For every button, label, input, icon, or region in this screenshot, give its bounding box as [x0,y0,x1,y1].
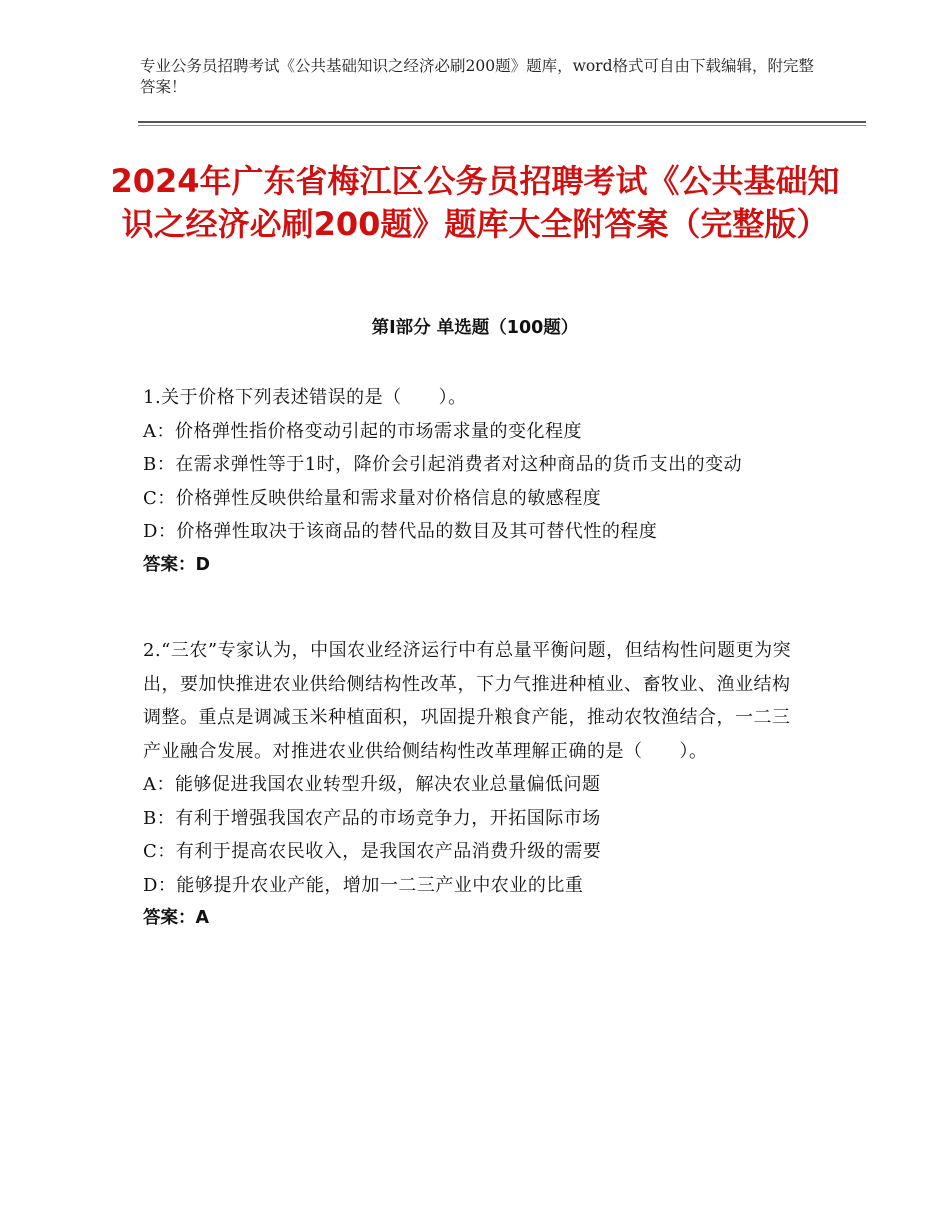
question-2 [143,634,808,936]
question-option-b: B：有利于增强我国农产品的市场竞争力，开拓国际市场 [143,807,601,829]
question-option-a: A：能够促进我国农业转型升级，解决农业总量偏低问题 [143,774,601,795]
header-divider-thin [138,125,866,126]
question-option-b: B：在需求弹性等于1时，降价会引起消费者对这种商品的货币支出的变动 [143,454,743,475]
question-stem: 1.关于价格下列表述错误的是（ ）。 [143,387,467,408]
question-stem: 2.“三农”专家认为，中国农业经济运行中有总量平衡问题，但结构性问题更为突出，要加快推进农业供给侧结构性改革，下力气推进种植业、畜牧业、渔业结构调整。重点是调减玉米种植面积，巩固提升粮食产能，推动农牧渔结合，一二三产业融合发展。对推进农业供给侧结构性改革理解正确的是（ ）。 [143,640,792,762]
question-list [143,381,808,988]
question-answer: 答案：D [143,554,211,575]
question-answer: 答案：A [143,908,210,928]
document-title: 2024年广东省梅江区公务员招聘考试《公共基础知识之经济必刷200题》题库大全附答案（完整版） [110,162,840,243]
question-option-c: C：价格弹性反映供给量和需求量对价格信息的敏感程度 [143,487,602,509]
section-title: 第Ⅰ部分 单选题（100题） [371,318,579,338]
question-option-d: D：能够提升农业产能，增加一二三产业中农业的比重 [143,874,584,896]
header-note: 专业公务员招聘考试《公共基础知识之经济必刷200题》题库，word格式可自由下载编辑，附完整答案！ [140,57,815,96]
question-1 [143,381,808,582]
question-option-a: A：价格弹性指价格变动引起的市场需求量的变化程度 [143,420,582,442]
question-option-c: C：有利于提高农民收入，是我国农产品消费升级的需要 [143,841,602,862]
question-option-d: D：价格弹性取决于该商品的替代品的数目及其可替代性的程度 [143,521,658,542]
header-divider-thick [138,121,866,123]
